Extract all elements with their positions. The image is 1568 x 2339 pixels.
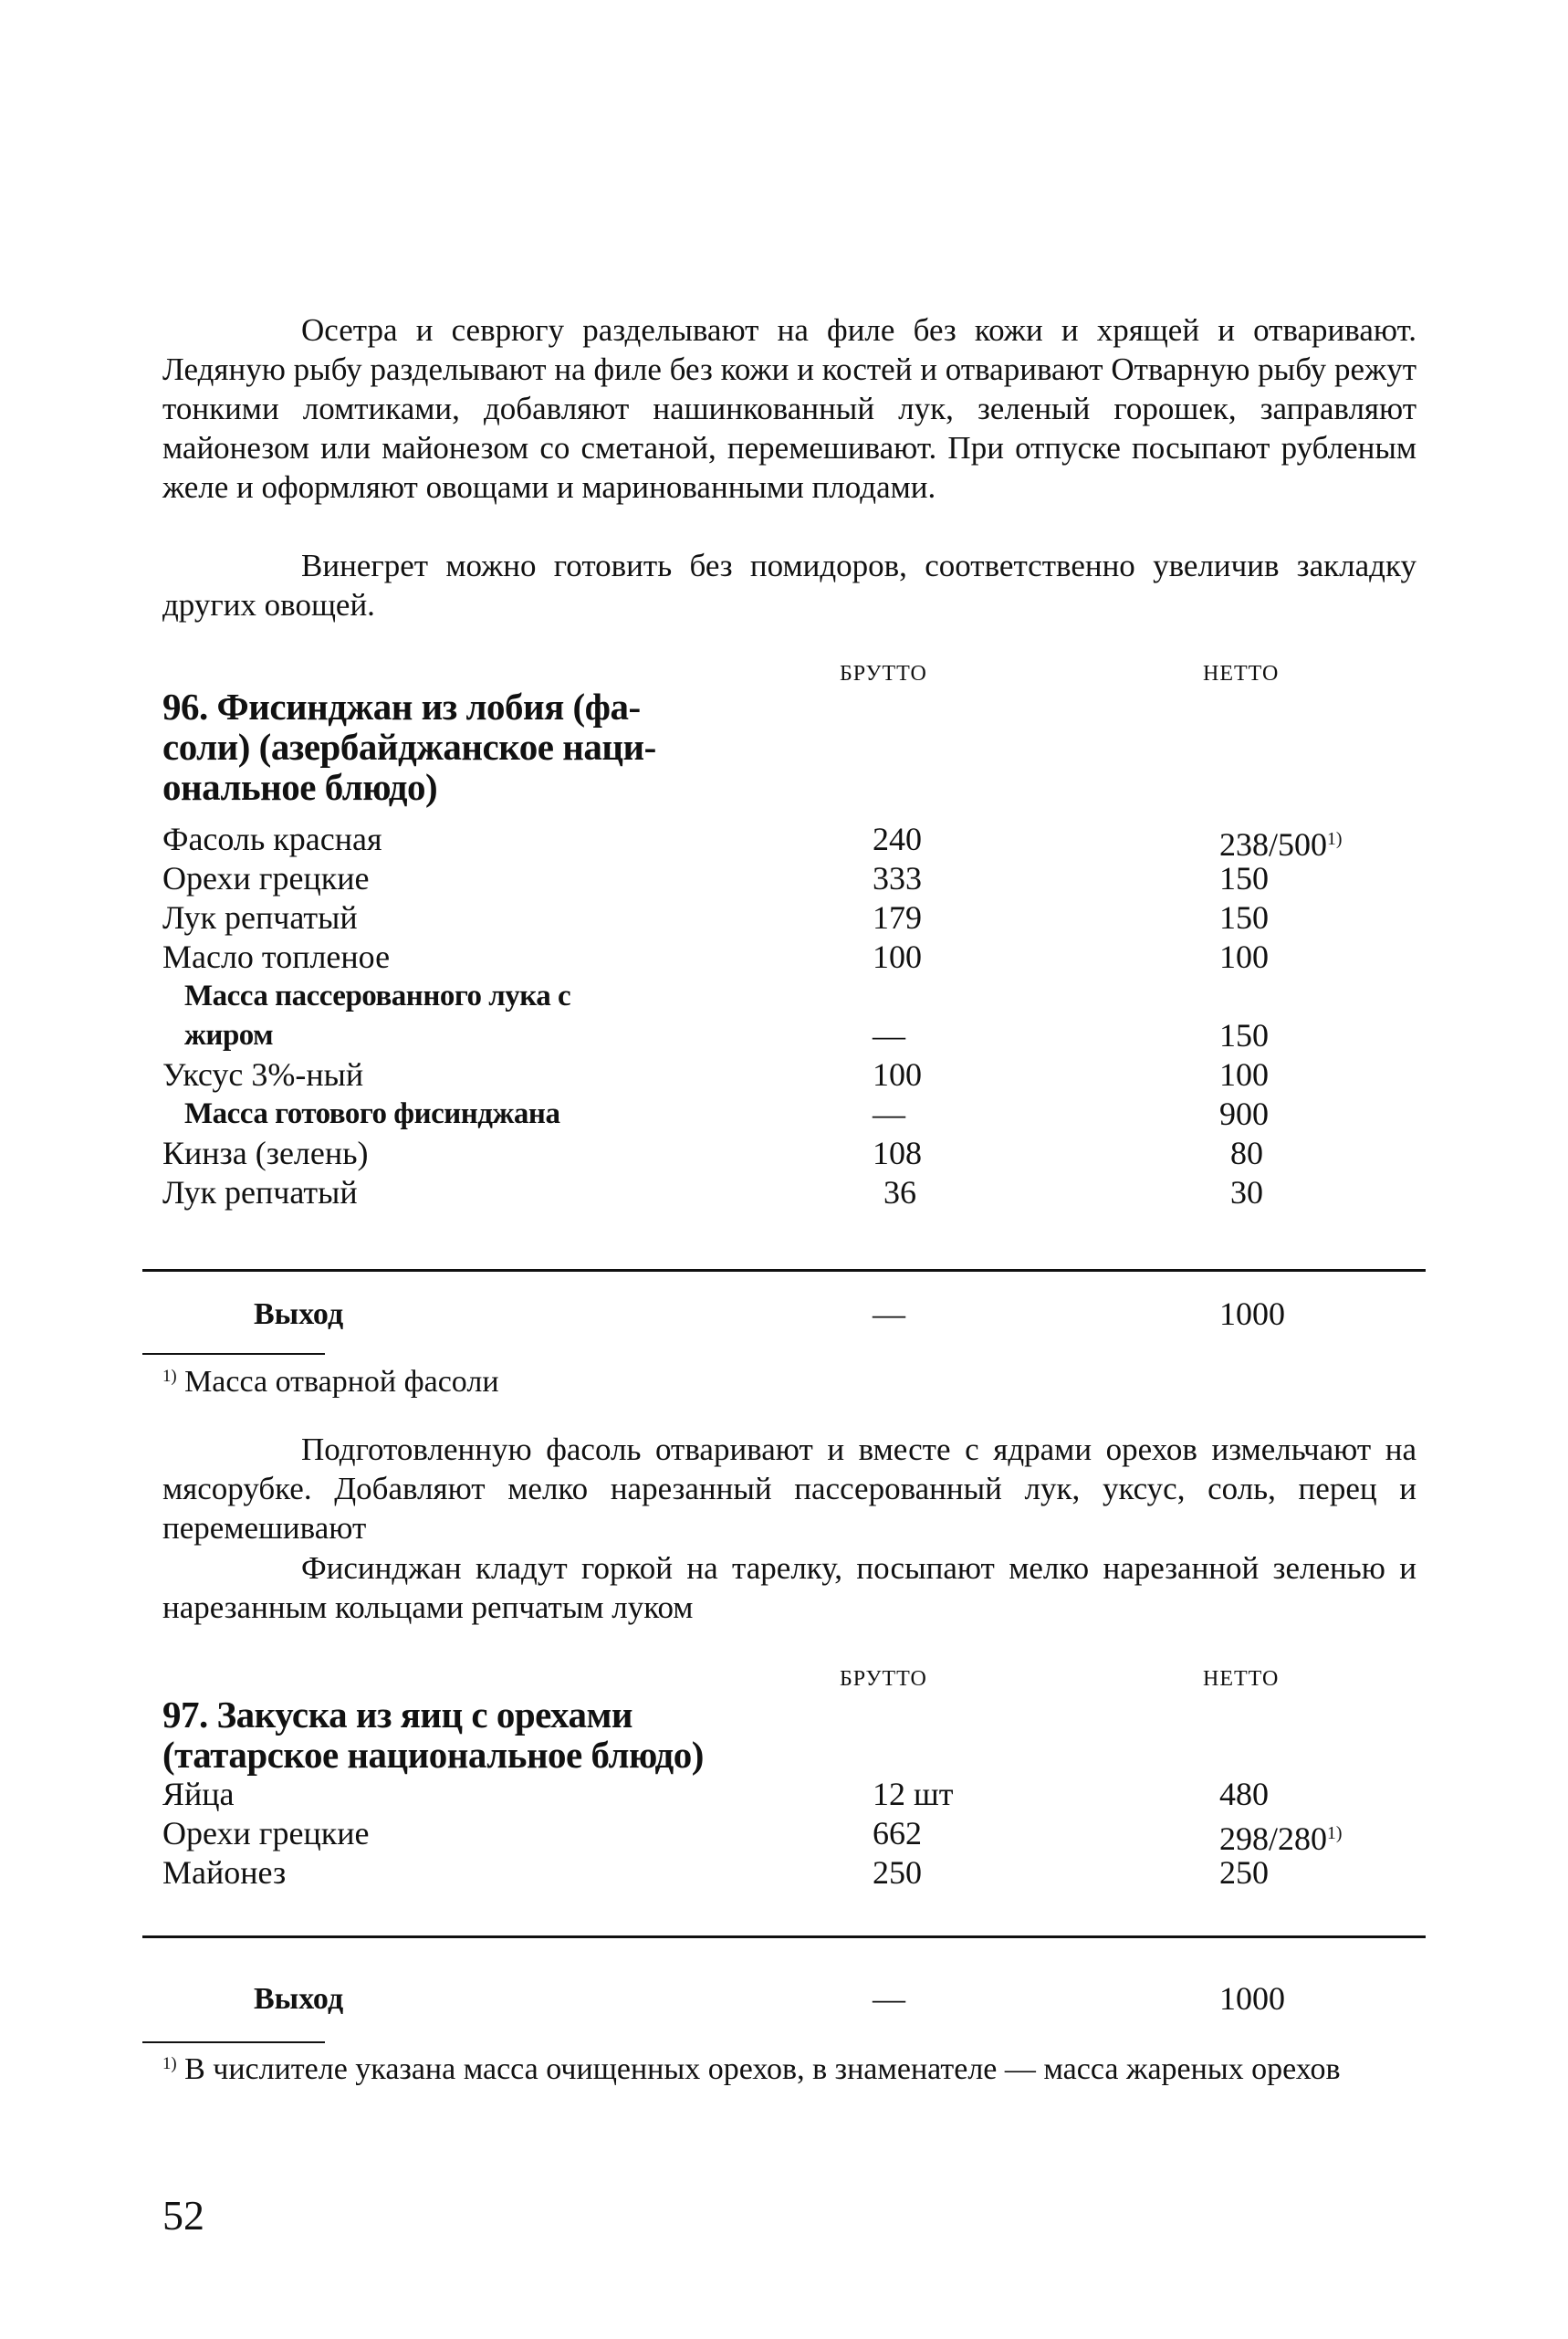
brutto-value: 36: [883, 1174, 916, 1211]
recipe97-col-netto: НЕТТО: [1203, 1667, 1280, 1691]
ingredient-name: Фасоль красная: [162, 821, 382, 857]
recipe96-title: [162, 687, 783, 807]
table-divider: [142, 1935, 1426, 1938]
netto-value: 30: [1230, 1174, 1263, 1211]
ingredient-name: жиром: [184, 1019, 274, 1052]
intro-paragraph-2: [162, 546, 1416, 624]
intro-paragraph-1-text: Осетра и севрюгу разделывают на филе без кожи и хрящей и отваривают. Ледяную рыбу разделывают на филе без кожи и костей и отваривают Отварную рыбу режут тонкими ломтиками, добавляют нашинкованный лук, зеленый горошек, заправляют майонезом или майонезом со сметаной, перемешивают. При отпуске посыпают рубленым желе и оформляют овощами и маринованными плодами.: [162, 312, 1416, 505]
recipe96-col-brutto: БРУТТО: [840, 662, 927, 686]
footnote-ref: 1): [1327, 1823, 1343, 1843]
table-row: [162, 938, 1349, 977]
brutto-value: —: [873, 1096, 905, 1132]
table-row: [162, 859, 1349, 898]
method-text: Подготовленную фасоль отваривают и вместе с ядрами орехов измельчают на мясорубке. Добавляют мелко нарезанный пассерованный лук, уксус, соль, перец и перемешивают: [162, 1432, 1416, 1546]
ingredient-name: Масло топленое: [162, 939, 391, 975]
netto-value: 150: [1219, 1017, 1269, 1054]
footnote-text: Масса отварной фасоли: [184, 1365, 499, 1400]
brutto-value: 179: [873, 899, 922, 936]
recipe96-output-label: Выход: [254, 1297, 344, 1331]
brutto-value: 12 шт: [873, 1776, 954, 1812]
ingredient-name: Майонез: [162, 1854, 287, 1891]
recipe97-footnote: [162, 2045, 1422, 2089]
intro-paragraph-1: [162, 310, 1416, 507]
brutto-value: 100: [873, 939, 922, 975]
recipe97-col-brutto: БРУТТО: [840, 1667, 927, 1691]
brutto-value: 100: [873, 1056, 922, 1093]
netto-value: 80: [1230, 1135, 1263, 1171]
footnote-rule: [142, 2041, 325, 2043]
netto-number: 238/500: [1219, 825, 1328, 863]
table-row: [162, 1055, 1349, 1095]
recipe96-title-line: 96. Фисинджан из лобия (фа-: [162, 686, 641, 728]
brutto-value: 662: [873, 1815, 922, 1851]
recipe97-title-line: (татарское национальное блюдо): [162, 1734, 704, 1776]
recipe96-footnote: [162, 1358, 499, 1401]
netto-number: 298/280: [1219, 1820, 1328, 1857]
netto-value: 150: [1219, 899, 1269, 936]
recipe97-title-line: 97. Закуска из яиц с орехами: [162, 1694, 633, 1736]
netto-value: 100: [1219, 939, 1269, 975]
table-row: [162, 1814, 1349, 1857]
netto-value: 150: [1219, 860, 1269, 897]
table-row: [162, 1173, 1349, 1212]
ingredient-name: Орехи грецкие: [162, 860, 370, 897]
recipe97-title: [162, 1694, 856, 1775]
recipe96-output-netto: 1000: [1219, 1295, 1285, 1332]
brutto-value: 108: [873, 1135, 922, 1171]
ingredient-name: Уксус 3%-ный: [162, 1056, 364, 1093]
recipe97-output-netto: 1000: [1219, 1980, 1285, 2017]
recipe96-output-brutto: —: [873, 1295, 905, 1332]
recipe96-method-paragraph-2: [162, 1548, 1416, 1627]
ingredient-name: Кинза (зелень): [162, 1135, 369, 1171]
netto-value: 250: [1219, 1854, 1269, 1891]
intro-paragraph-2-text: Винегрет можно готовить без помидоров, соответственно увеличив закладку других овощей.: [162, 548, 1416, 623]
recipe97-output-label: Выход: [254, 1982, 344, 2016]
netto-value: [1219, 1814, 1343, 1859]
footnote-ref: 1): [1327, 829, 1343, 849]
recipe97-output-brutto: —: [873, 1980, 905, 2017]
brutto-value: —: [873, 1017, 905, 1054]
netto-value: 900: [1219, 1096, 1269, 1132]
ingredient-name: Лук репчатый: [162, 899, 358, 936]
recipe96-title-line: соли) (азербайджанское наци-: [162, 726, 656, 768]
table-row: [162, 1016, 1349, 1055]
table-row: [162, 1134, 1349, 1173]
table-row: [162, 820, 1349, 863]
page-number: 52: [162, 2192, 204, 2239]
footnote-rule: [142, 1353, 325, 1355]
footnote-mark: 1): [162, 2054, 177, 2073]
footnote-mark: 1): [162, 1367, 177, 1386]
ingredient-name: Масса пассерованного лука с: [184, 980, 571, 1012]
table-row: [162, 977, 1349, 1016]
ingredient-name: Лук репчатый: [162, 1174, 358, 1211]
recipe96-title-line: ональное блюдо): [162, 766, 438, 808]
netto-value: 480: [1219, 1776, 1269, 1812]
table-row: [162, 898, 1349, 938]
netto-value: 100: [1219, 1056, 1269, 1093]
table-divider: [142, 1269, 1426, 1272]
table-row: [162, 1853, 1349, 1893]
ingredient-name: Орехи грецкие: [162, 1815, 370, 1851]
recipe96-method-paragraph-1: [162, 1430, 1416, 1547]
ingredient-name: Масса готового фисинджана: [184, 1097, 560, 1130]
footnote-text: В числителе указана масса очищенных орехов, в знаменателе — масса жареных орехов: [184, 2052, 1341, 2087]
brutto-value: 333: [873, 860, 922, 897]
table-row: [162, 1095, 1349, 1134]
recipe96-col-netto: НЕТТО: [1203, 662, 1280, 686]
netto-value: [1219, 820, 1343, 865]
recipe96-ingredients-table: [162, 820, 1349, 1212]
brutto-value: 240: [873, 821, 922, 857]
brutto-value: 250: [873, 1854, 922, 1891]
method-text: Фисинджан кладут горкой на тарелку, посыпают мелко нарезанной зеленью и нарезанным кольцами репчатым луком: [162, 1550, 1416, 1625]
ingredient-name: Яйца: [162, 1776, 235, 1812]
table-row: [162, 1775, 1349, 1814]
recipe97-ingredients-table: [162, 1775, 1349, 1893]
